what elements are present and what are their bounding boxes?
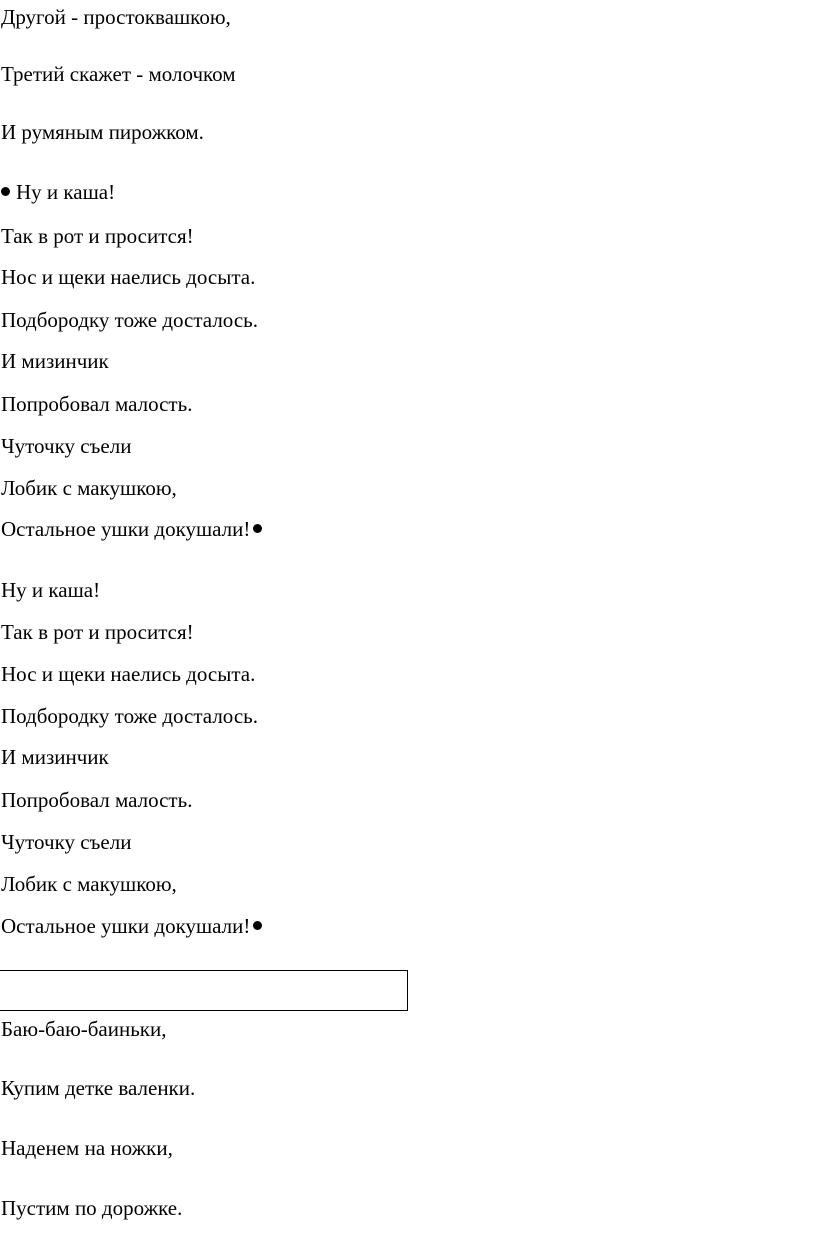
poem-line: Подбородку тоже досталось. — [1, 704, 258, 728]
poem-line: Чуточку съели — [1, 434, 132, 458]
poem-line: Так в рот и просится! — [1, 620, 194, 644]
bullet-icon — [253, 524, 262, 533]
poem-line — [1, 180, 115, 204]
poem-line: Подбородку тоже досталось. — [1, 308, 258, 332]
poem-line: Купим детке валенки. — [1, 1076, 196, 1100]
poem-line: И румяным пирожком. — [1, 120, 204, 144]
poem-line: И мизинчик — [1, 349, 109, 373]
bullet-icon — [253, 921, 262, 930]
poem-line: Нос и щеки наелись досыта. — [1, 662, 256, 686]
poem-line — [1, 517, 262, 541]
poem-line: Другой - простоквашкою, — [1, 5, 231, 29]
poem-line: Чуточку съели — [1, 830, 132, 854]
bullet-icon — [1, 187, 10, 196]
poem-line-text: Остальное ушки докушали! — [1, 517, 251, 541]
poem-line-text: Ну и каша! — [16, 180, 116, 204]
poem-line-text: Остальное ушки докушали! — [1, 914, 251, 938]
poem-line: Лобик с макушкою, — [1, 872, 177, 896]
poem-line: Нос и щеки наелись досыта. — [1, 265, 256, 289]
poem-line: Третий скажет - молочком — [1, 62, 236, 86]
poem-line: Ну и каша! — [1, 578, 101, 602]
poem-line: Попробовал малость. — [1, 392, 193, 416]
poem-line: Попробовал малость. — [1, 788, 193, 812]
poem-line: И мизинчик — [1, 745, 109, 769]
poem-line: Пустим по дорожке. — [1, 1196, 183, 1220]
poem-line: Лобик с макушкою, — [1, 476, 177, 500]
poem-line: Наденем на ножки, — [1, 1136, 173, 1160]
poem-line — [1, 914, 262, 938]
poem-line: Баю-баю-баиньки, — [1, 1017, 167, 1041]
poem-line: Так в рот и просится! — [1, 224, 194, 248]
empty-frame — [0, 970, 408, 1011]
